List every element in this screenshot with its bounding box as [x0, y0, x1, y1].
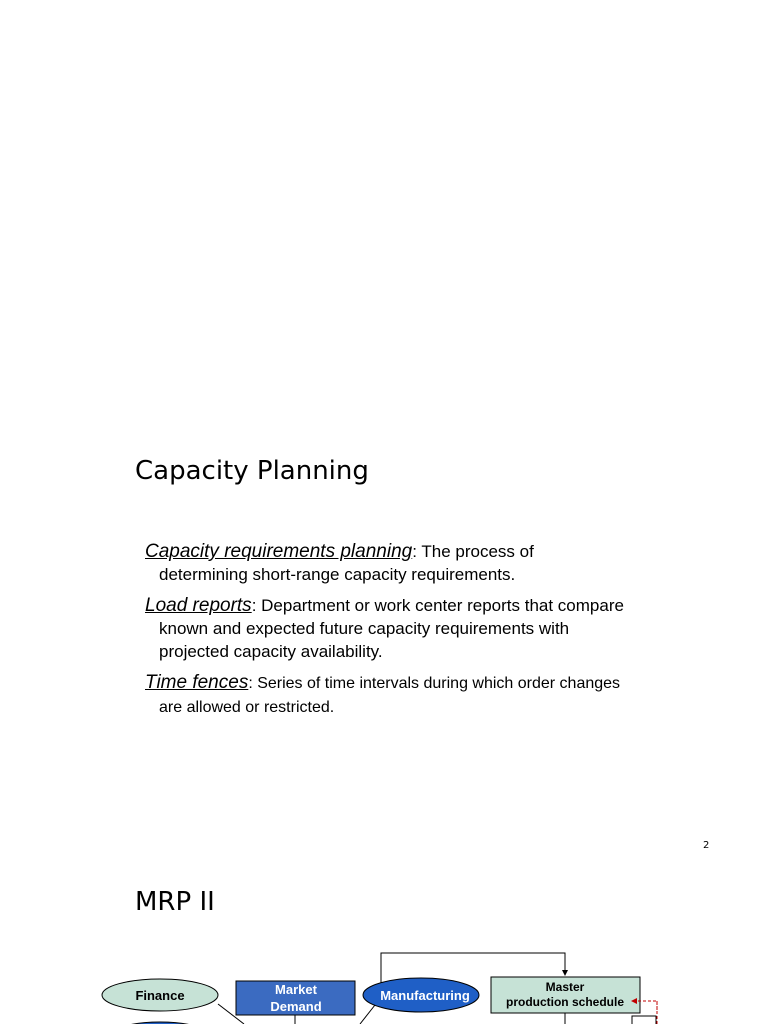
finance-node — [102, 979, 218, 1011]
mps-label-line1: Master — [545, 980, 585, 994]
slide-title: Capacity Planning — [135, 456, 369, 486]
bullet-list — [145, 540, 625, 727]
market-demand-label-line2: Demand — [270, 999, 322, 1014]
list-item — [145, 540, 625, 586]
connector-line — [360, 1005, 375, 1024]
page-number: 2 — [703, 840, 710, 851]
mrp2-diagram — [0, 940, 768, 1024]
manufacturing-label: Manufacturing — [380, 988, 470, 1003]
market-demand-label-line1: Market — [275, 982, 317, 997]
mps-node — [491, 977, 640, 1013]
mps-label-line2: production schedule — [505, 995, 625, 1009]
slide-title: MRP II — [135, 887, 215, 917]
market-demand-node — [236, 981, 355, 1015]
bullet-term: Load reports — [145, 595, 252, 616]
finance-label: Finance — [135, 988, 185, 1003]
bullet-term: Time fences — [145, 672, 249, 693]
partial-box — [632, 1016, 656, 1024]
bullet-definition: : Department or work center reports that compare known and expected future capacity requirements with projected capacity availability. — [159, 596, 624, 661]
bullet-definition: : The process of determining short-range capacity requirements. — [159, 542, 534, 584]
bullet-term: Capacity requirements planning — [145, 541, 413, 562]
list-item — [145, 594, 625, 663]
manufacturing-node — [363, 978, 479, 1012]
bullet-definition: : Series of time intervals during which order changes are allowed or restricted. — [159, 675, 621, 716]
list-item — [145, 671, 625, 719]
